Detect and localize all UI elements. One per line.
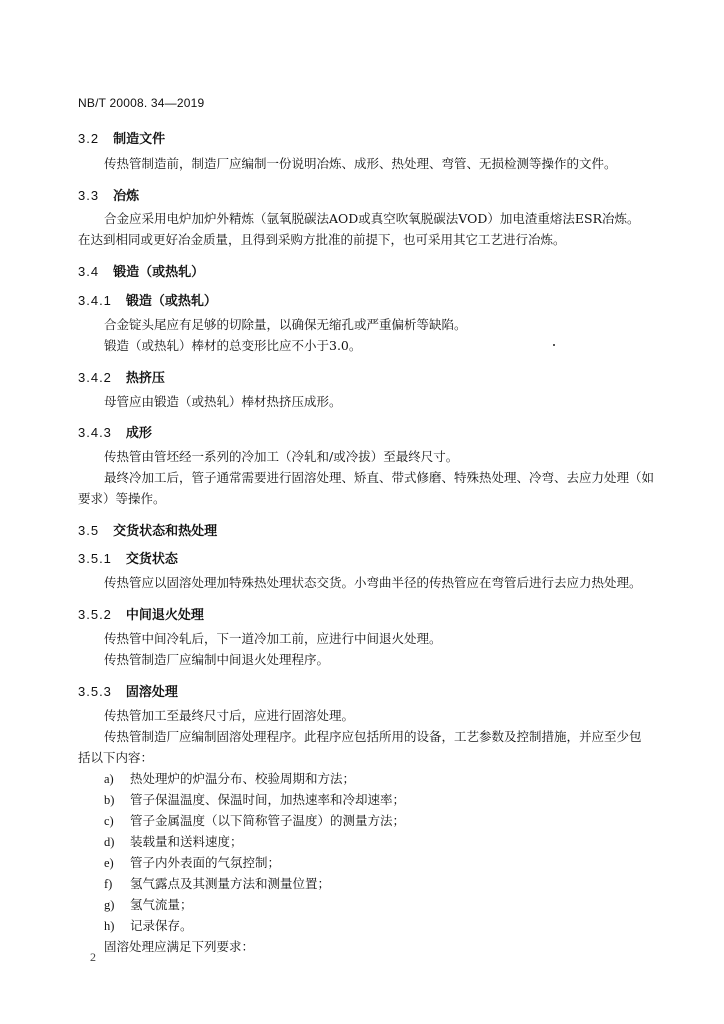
- list-item-text: 管子内外表面的气氛控制；: [130, 855, 281, 870]
- section-3-3-paragraph-line-1: 合金应采用电炉加炉外精炼（氩氧脱碳法AOD或真空吹氧脱碳法VOD）加电渣重熔法ESR冶炼。: [104, 211, 640, 226]
- list-item: [104, 768, 355, 790]
- section-3-4-1-paragraph-1: 合金锭头尾应有足够的切除量，以确保无缩孔或严重偏析等缺陷。: [104, 317, 467, 332]
- section-3-5-3-paragraph-1: 传热管加工至最终尺寸后，应进行固溶处理。: [104, 708, 355, 723]
- section-number: 3.5.1: [78, 551, 112, 566]
- list-item-text: 管子保温温度、保温时间，加热速率和冷却速率；: [130, 792, 406, 807]
- section-title: 制造文件: [113, 132, 166, 147]
- section-3-5-3-heading: [78, 681, 178, 700]
- section-3-4-1-heading: [78, 290, 217, 309]
- section-title: 交货状态: [125, 552, 178, 567]
- list-item-marker: e): [104, 856, 114, 870]
- list-item: [104, 852, 280, 874]
- scan-speck: [553, 344, 555, 346]
- section-3-5-heading: [78, 520, 217, 539]
- list-item-marker: f): [104, 877, 113, 891]
- section-title: 热挤压: [125, 371, 165, 386]
- section-title: 锻造（或热轧）: [113, 265, 205, 280]
- list-item: [104, 789, 405, 811]
- list-item-text: 装载量和送料速度；: [130, 834, 243, 849]
- list-item-text: 热处理炉的炉温分布、校验周期和方法；: [130, 771, 356, 786]
- list-item: [104, 894, 193, 916]
- list-item-marker: b): [104, 793, 115, 807]
- section-3-4-2-heading: [78, 367, 165, 386]
- section-3-5-1-heading: [78, 548, 178, 567]
- standard-code: NB/T 20008. 34—2019: [78, 96, 205, 110]
- section-3-4-3-paragraph-2-line-2: 要求）等操作。: [78, 491, 166, 506]
- list-item-text: 氢气流量；: [130, 897, 193, 912]
- section-3-4-heading: [78, 261, 204, 280]
- section-3-4-3-paragraph-2-line-1: 最终冷加工后，管子通常需要进行固溶处理、矫直、带式修磨、特殊热处理、冷弯、去应力处理（如: [104, 470, 655, 485]
- section-number: 3.5.2: [78, 607, 112, 622]
- list-item-marker: d): [104, 835, 115, 849]
- section-3-5-2-paragraph-1: 传热管中间冷轧后，下一道冷加工前，应进行中间退火处理。: [104, 631, 442, 646]
- list-item-text: 记录保存。: [130, 918, 193, 933]
- list-item: [104, 810, 405, 832]
- section-3-3-heading: [78, 185, 139, 204]
- section-3-5-3-paragraph-2-line-1: 传热管制造厂应编制固溶处理程序。此程序应包括所用的设备，工艺参数及控制措施，并应至少包: [104, 729, 642, 744]
- section-title: 中间退火处理: [125, 608, 204, 623]
- list-item-marker: g): [104, 898, 115, 912]
- section-number: 3.2: [78, 131, 100, 146]
- section-title: 冶炼: [113, 189, 140, 204]
- section-3-5-2-paragraph-2: 传热管制造厂应编制中间退火处理程序。: [104, 652, 330, 667]
- list-item-marker: c): [104, 814, 114, 828]
- section-title: 交货状态和热处理: [113, 524, 218, 539]
- section-number: 3.5: [78, 523, 100, 538]
- section-number: 3.4: [78, 264, 100, 279]
- section-3-5-3-paragraph-2-line-2: 括以下内容：: [78, 750, 154, 765]
- section-3-3-paragraph-line-2: 在达到相同或更好冶金质量，且得到采购方批准的前提下，也可采用其它工艺进行冶炼。: [78, 232, 566, 247]
- section-3-4-1-paragraph-2: 锻造（或热轧）棒材的总变形比应不小于3.0。: [104, 338, 362, 353]
- section-title: 锻造（或热轧）: [125, 294, 217, 309]
- section-number: 3.3: [78, 188, 100, 203]
- section-3-4-3-heading: [78, 422, 152, 441]
- list-item-marker: h): [104, 919, 115, 933]
- section-3-5-3-paragraph-3: 固溶处理应满足下列要求：: [104, 939, 255, 954]
- list-item-text: 氢气露点及其测量方法和测量位置；: [130, 876, 331, 891]
- section-title: 固溶处理: [125, 685, 178, 700]
- section-3-2-heading: [78, 128, 165, 147]
- section-3-5-2-heading: [78, 604, 204, 623]
- list-item: [104, 831, 243, 853]
- list-item-marker: a): [104, 772, 114, 786]
- section-title: 成形: [125, 426, 152, 441]
- list-item-text: 管子金属温度（以下简称管子温度）的测量方法；: [130, 813, 406, 828]
- section-number: 3.4.3: [78, 425, 112, 440]
- section-3-2-paragraph: 传热管制造前，制造厂应编制一份说明冶炼、成形、热处理、弯管、无损检测等操作的文件。: [104, 156, 617, 171]
- list-item: [104, 915, 193, 937]
- section-3-5-1-paragraph: 传热管应以固溶处理加特殊热处理状态交货。小弯曲半径的传热管应在弯管后进行去应力热处理。: [104, 575, 642, 590]
- page-number: 2: [90, 950, 96, 964]
- section-3-4-3-paragraph-1: 传热管由管坯经一系列的冷加工（冷轧和/或冷拔）至最终尺寸。: [104, 449, 459, 464]
- section-number: 3.5.3: [78, 684, 112, 699]
- section-3-4-2-paragraph: 母管应由锻造（或热轧）棒材热挤压成形。: [104, 394, 342, 409]
- section-number: 3.4.2: [78, 370, 112, 385]
- section-number: 3.4.1: [78, 293, 112, 308]
- list-item: [104, 873, 330, 895]
